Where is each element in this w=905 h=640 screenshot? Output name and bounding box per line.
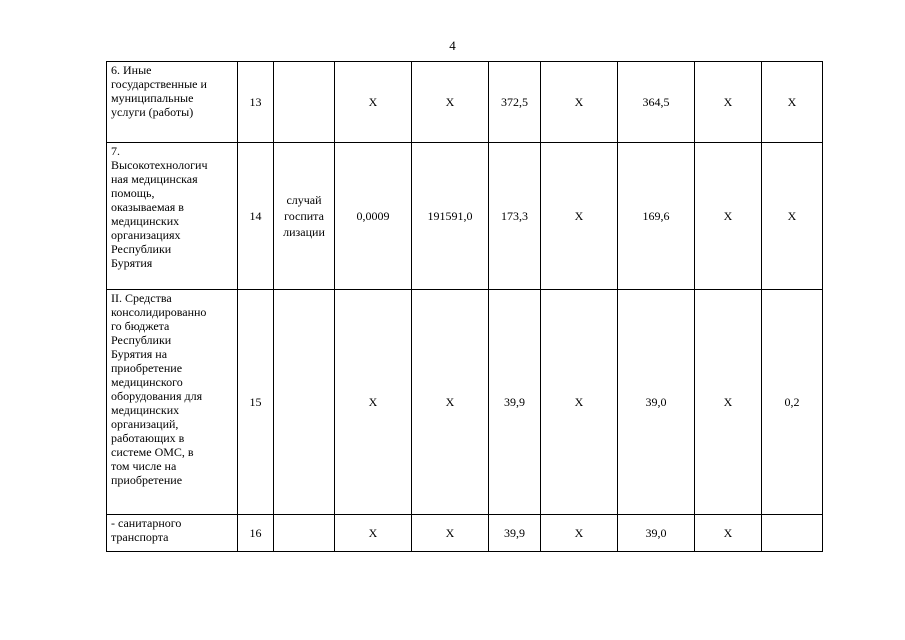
value-cell: 169,6 bbox=[618, 143, 695, 290]
value-cell: Х bbox=[335, 515, 412, 552]
row-name-line: транспорта bbox=[111, 530, 169, 544]
unit-line: лизации bbox=[283, 225, 325, 239]
value-cell: Х bbox=[762, 62, 823, 143]
row-name-line: приобретение bbox=[111, 361, 183, 375]
row-name-line: Бурятия bbox=[111, 256, 153, 270]
row-name-line: 6. Иные bbox=[111, 63, 152, 77]
row-name-line: работающих в bbox=[111, 431, 185, 445]
row-name-line: государственные и bbox=[111, 77, 207, 91]
row-name-line: приобретение bbox=[111, 473, 183, 487]
row-name-line: том числе на bbox=[111, 459, 177, 473]
unit-line: случай bbox=[286, 193, 322, 207]
value-cell: Х bbox=[412, 515, 489, 552]
row-name-line: Высокотехнологич bbox=[111, 158, 208, 172]
row-number-cell: 16 bbox=[238, 515, 274, 552]
unit-cell bbox=[274, 143, 335, 290]
value-cell: 173,3 bbox=[489, 143, 541, 290]
value-cell: Х bbox=[541, 290, 618, 515]
row-name-line: Бурятия на bbox=[111, 347, 168, 361]
value-cell: Х bbox=[412, 290, 489, 515]
row-name-cell bbox=[107, 143, 238, 290]
value-cell: Х bbox=[541, 143, 618, 290]
row-name-line: муниципальные bbox=[111, 91, 194, 105]
row-name-line: Республики bbox=[111, 333, 172, 347]
table-row bbox=[107, 143, 823, 290]
value-cell bbox=[762, 515, 823, 552]
value-cell: 0,0009 bbox=[335, 143, 412, 290]
row-name-line: оказываемая в bbox=[111, 200, 184, 214]
row-number-cell: 14 bbox=[238, 143, 274, 290]
row-name-line: ная медицинская bbox=[111, 172, 198, 186]
value-cell: Х bbox=[695, 515, 762, 552]
row-name-line: II. Средства bbox=[111, 291, 172, 305]
row-name-line: Республики bbox=[111, 242, 172, 256]
row-name-line: помощь, bbox=[111, 186, 155, 200]
value-cell: Х bbox=[335, 62, 412, 143]
page-number: 4 bbox=[449, 38, 456, 53]
value-cell: Х bbox=[695, 62, 762, 143]
unit-cell bbox=[274, 515, 335, 552]
row-name-line: медицинских bbox=[111, 214, 180, 228]
unit-line: госпита bbox=[284, 209, 324, 223]
value-cell: 191591,0 bbox=[412, 143, 489, 290]
value-cell: Х bbox=[541, 62, 618, 143]
row-name-line: организаций, bbox=[111, 417, 179, 431]
row-name-line: организациях bbox=[111, 228, 181, 242]
row-name-cell bbox=[107, 290, 238, 515]
value-cell: Х bbox=[695, 143, 762, 290]
row-name-cell bbox=[107, 515, 238, 552]
unit-cell bbox=[274, 290, 335, 515]
table-row bbox=[107, 515, 823, 552]
row-name-line: - санитарного bbox=[111, 516, 182, 530]
value-cell: 39,9 bbox=[489, 290, 541, 515]
value-cell: Х bbox=[541, 515, 618, 552]
table-row bbox=[107, 290, 823, 515]
row-name-line: го бюджета bbox=[111, 319, 170, 333]
row-number-cell: 15 bbox=[238, 290, 274, 515]
value-cell: Х bbox=[412, 62, 489, 143]
table-row bbox=[107, 62, 823, 143]
unit-cell bbox=[274, 62, 335, 143]
row-name-line: консолидированно bbox=[111, 305, 207, 319]
value-cell: Х bbox=[335, 290, 412, 515]
row-name-line: медицинского bbox=[111, 375, 183, 389]
row-number-cell: 13 bbox=[238, 62, 274, 143]
row-name-line: 7. bbox=[111, 144, 120, 158]
row-name-line: системе ОМС, в bbox=[111, 445, 194, 459]
value-cell: 364,5 bbox=[618, 62, 695, 143]
row-name-line: услуги (работы) bbox=[111, 105, 194, 119]
value-cell: 39,0 bbox=[618, 515, 695, 552]
row-name-line: медицинских bbox=[111, 403, 180, 417]
value-cell: Х bbox=[695, 290, 762, 515]
cost-table bbox=[106, 61, 823, 552]
row-name-cell bbox=[107, 62, 238, 143]
value-cell: 372,5 bbox=[489, 62, 541, 143]
value-cell: 0,2 bbox=[762, 290, 823, 515]
row-name-line: оборудования для bbox=[111, 389, 203, 403]
value-cell: 39,9 bbox=[489, 515, 541, 552]
value-cell: 39,0 bbox=[618, 290, 695, 515]
value-cell: Х bbox=[762, 143, 823, 290]
